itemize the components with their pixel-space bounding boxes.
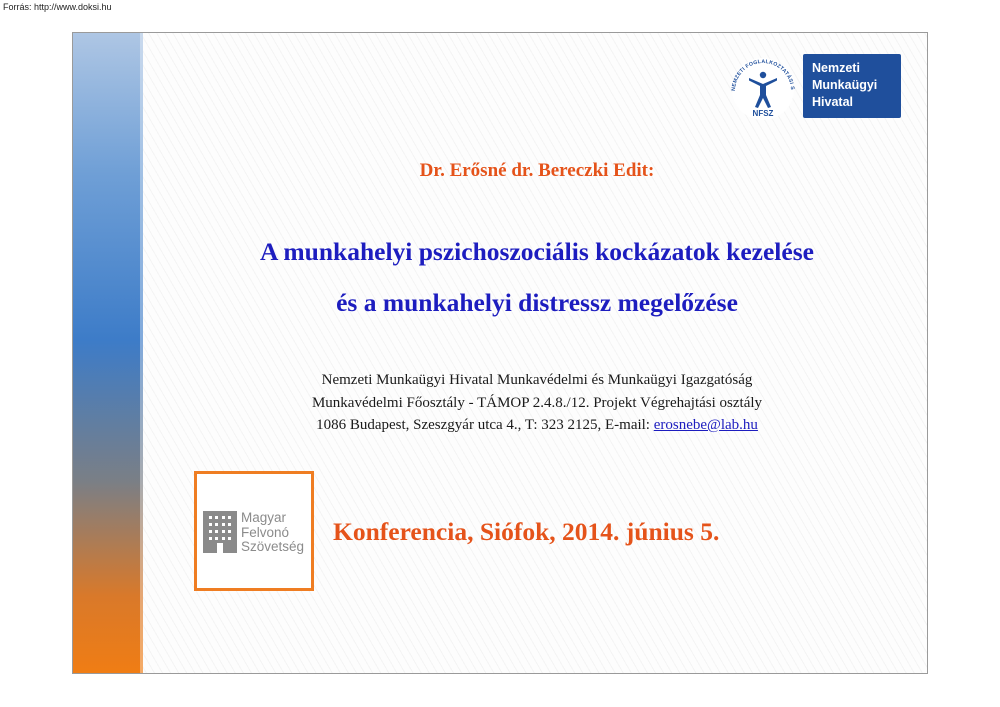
nfsz-ring-text: NEMZETI FOGLALKOZTATÁSI S: [730, 58, 796, 92]
gradient-sidebar: [73, 33, 143, 673]
author-name: Dr. Erősné dr. Bereczki Edit:: [419, 160, 655, 181]
mfsz-logo: [194, 471, 314, 591]
mfsz-name: [241, 511, 304, 555]
nfsz-line-1: Nemzeti: [812, 61, 860, 75]
nfsz-line-3: Hivatal: [812, 95, 853, 109]
conference-info: Konferencia, Siófok, 2014. június 5.: [333, 517, 720, 546]
title-line-1: A munkahelyi pszichoszociális kockázatok kezelése: [260, 237, 814, 266]
organization-line-2: Munkavédelmi Főosztály - TÁMOP 2.4.8./12. Projekt Végrehajtási osztály: [311, 394, 763, 411]
mfsz-line-3: Szövetség: [241, 539, 305, 554]
nfsz-emblem-icon: [723, 51, 803, 123]
organization-line-1: Nemzeti Munkaügyi Hivatal Munkavédelmi és Munkaügyi Igazgatóság: [321, 372, 753, 388]
title-line-2: és a munkahelyi distressz megelőzése: [336, 288, 738, 317]
nfsz-logo: [723, 51, 905, 123]
mfsz-line-2: Felvonó: [241, 524, 290, 540]
nfsz-abbr: NFSZ: [752, 109, 774, 118]
mfsz-building-icon: [203, 511, 237, 553]
nfsz-line-2: Munkaügyi: [812, 78, 878, 92]
mfsz-line-1: Magyar: [241, 510, 287, 525]
nfsz-name-box: [803, 54, 901, 118]
organization-line-3: [145, 414, 928, 437]
organization-block: [145, 369, 928, 437]
email-link[interactable]: erosnebe@lab.hu: [653, 417, 758, 433]
source-note: Forrás: http://www.doksi.hu: [3, 2, 112, 12]
address-phone-text: 1086 Budapest, Szeszgyár utca 4., T: 323 2125, E-mail:: [316, 417, 654, 433]
presentation-slide: [72, 32, 928, 674]
